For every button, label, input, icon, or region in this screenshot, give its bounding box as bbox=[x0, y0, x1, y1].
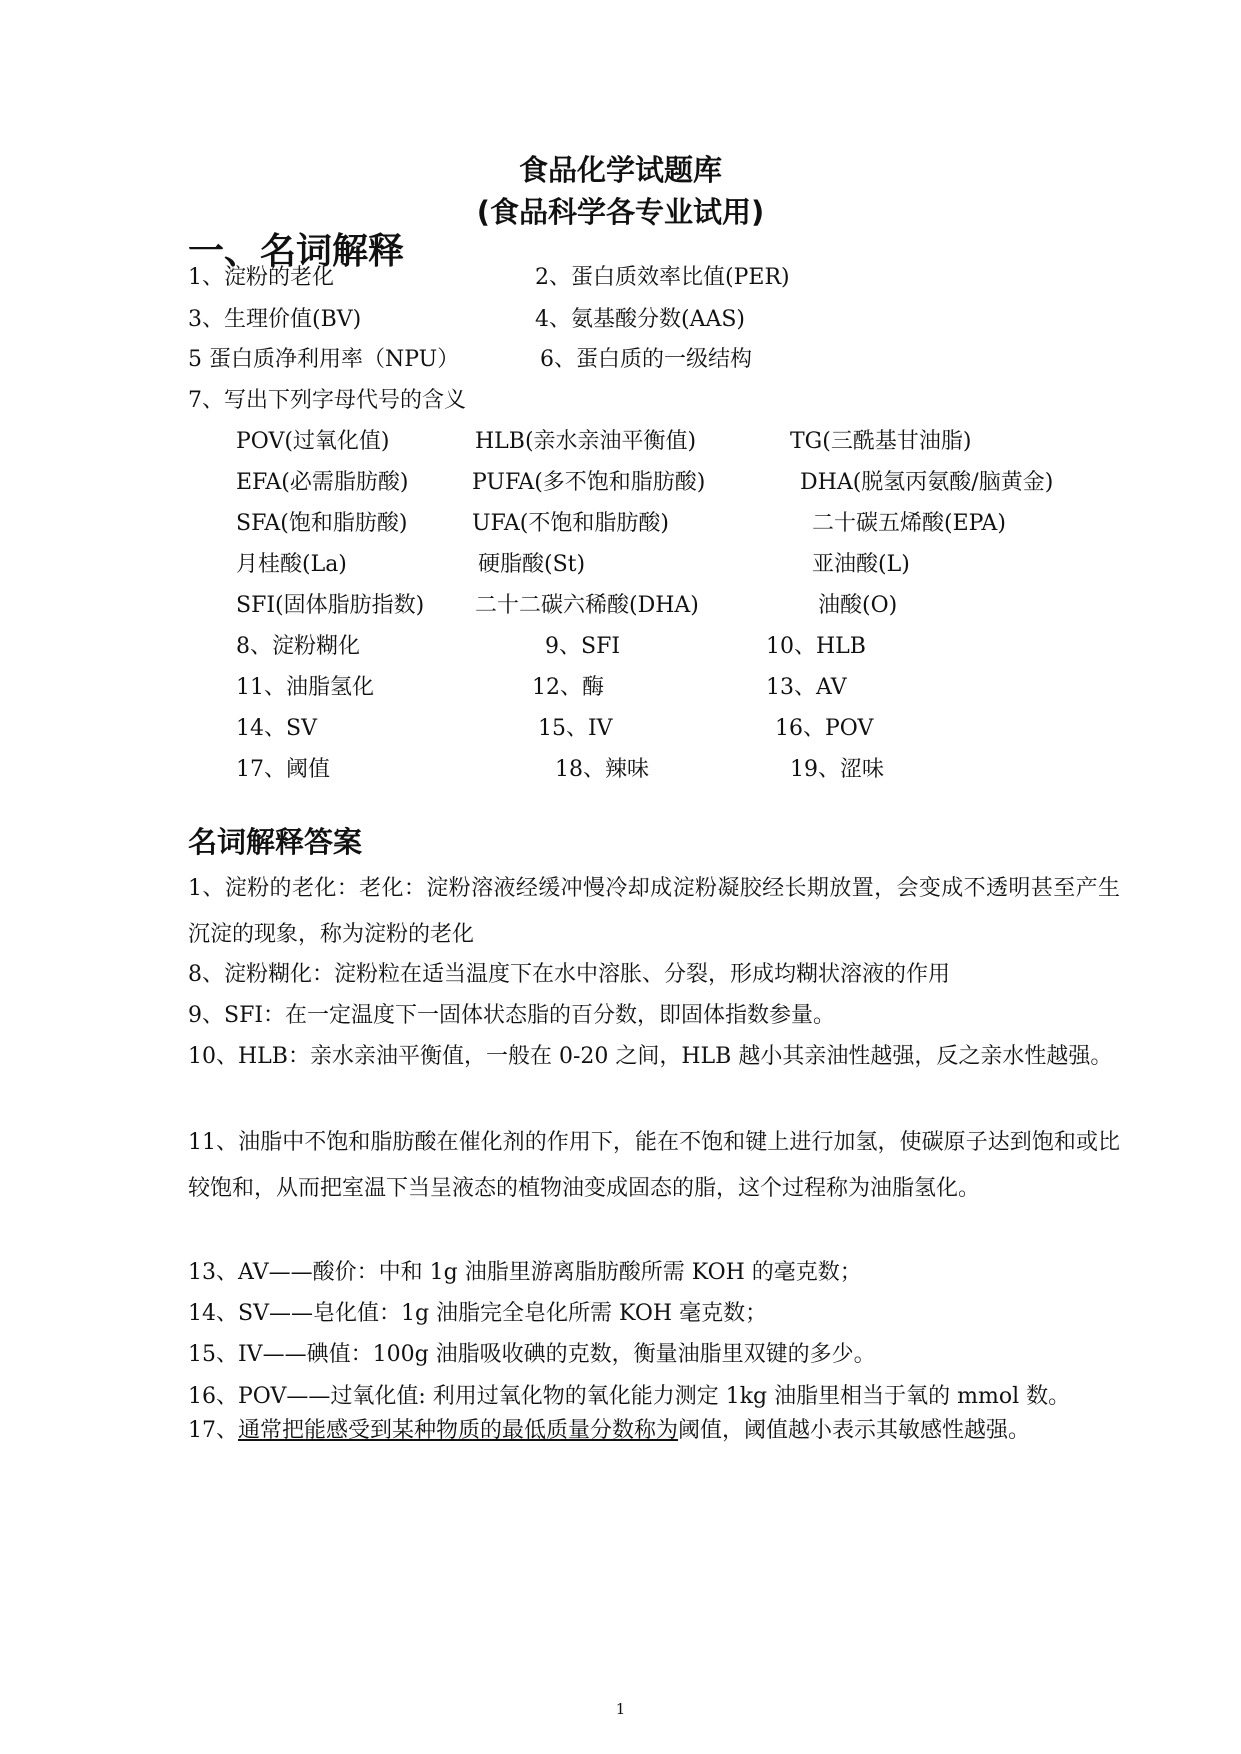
answer-paragraph: 14、SV——皂化值：1g 油脂完全皂化所需 KOH 毫克数； bbox=[188, 1301, 768, 1326]
abbreviation-item: TG(三酰基甘油脂) bbox=[790, 429, 972, 454]
term-item: 11、油脂氢化 bbox=[236, 675, 374, 700]
abbreviation-item: DHA(脱氢丙氨酸/脑黄金) bbox=[800, 470, 1054, 495]
abbreviation-item: 油酸(O) bbox=[818, 593, 898, 618]
term-row bbox=[0, 709, 1241, 749]
term-item: 14、SV bbox=[236, 716, 317, 741]
term-row bbox=[0, 627, 1241, 667]
abbreviation-item: SFA(饱和脂肪酸) bbox=[236, 511, 408, 536]
answer-paragraph: 13、AV——酸价：中和 1g 油脂里游离脂肪酸所需 KOH 的毫克数； bbox=[188, 1260, 862, 1285]
page-number: 1 bbox=[615, 1700, 626, 1718]
document-title: 食品化学试题库 bbox=[518, 153, 722, 187]
abbreviation-item: SFI(固体脂肪指数) bbox=[236, 593, 425, 618]
answer-paragraph: 16、POV——过氧化值: 利用过氧化物的氧化能力测定 1kg 油脂里相当于氧的 mmol 数。 bbox=[188, 1384, 1071, 1409]
abbreviation-row bbox=[0, 545, 1241, 585]
answer-prefix: 17、 bbox=[188, 1418, 238, 1443]
abbreviation-row bbox=[0, 463, 1241, 503]
term-row bbox=[0, 750, 1241, 790]
term-item: 3、生理价值(BV) bbox=[188, 307, 362, 332]
term-item: 2、蛋白质效率比值(PER) bbox=[535, 265, 790, 290]
underlined-text: 通常把能感受到某种物质的最低质量分数称为 bbox=[238, 1418, 679, 1443]
term-item: 19、涩味 bbox=[790, 757, 884, 782]
term-item: 13、AV bbox=[766, 675, 847, 700]
term-item: 9、SFI bbox=[545, 634, 621, 659]
abbreviation-item: EFA(必需脂肪酸) bbox=[236, 470, 409, 495]
term-item: 7、写出下列字母代号的含义 bbox=[188, 388, 466, 413]
section-heading-answers: 名词解释答案 bbox=[188, 825, 363, 859]
term-item: 6、蛋白质的一级结构 bbox=[540, 347, 752, 372]
term-row bbox=[0, 381, 1241, 421]
section-heading-terms: 一、名词解释 bbox=[188, 231, 405, 272]
term-item: 4、氨基酸分数(AAS) bbox=[535, 307, 746, 332]
term-item: 15、IV bbox=[538, 716, 613, 741]
term-item: 8、淀粉糊化 bbox=[236, 634, 360, 659]
term-item: 12、酶 bbox=[532, 675, 604, 700]
abbreviation-row bbox=[0, 422, 1241, 462]
abbreviation-item: 硬脂酸(St) bbox=[478, 552, 586, 577]
answer-paragraph: 8、淀粉糊化：淀粉粒在适当温度下在水中溶胀、分裂，形成均糊状溶液的作用 bbox=[188, 962, 950, 987]
term-row bbox=[0, 668, 1241, 708]
answer-paragraph: 9、SFI：在一定温度下一固体状态脂的百分数，即固体指数参量。 bbox=[188, 1003, 836, 1028]
abbreviation-item: 亚油酸(L) bbox=[812, 552, 910, 577]
abbreviation-row bbox=[0, 504, 1241, 544]
term-item: 16、POV bbox=[775, 716, 874, 741]
term-item: 17、阈值 bbox=[236, 757, 330, 782]
term-row bbox=[0, 340, 1241, 380]
answer-paragraph: 1、淀粉的老化：老化：淀粉溶液经缓冲慢冷却成淀粉凝胶经长期放置，会变成不透明甚至产生沉淀的现象，称为淀粉的老化 bbox=[188, 876, 1120, 947]
term-item: 18、辣味 bbox=[555, 757, 649, 782]
document-subtitle: (食品科学各专业试用) bbox=[476, 195, 765, 229]
answer-paragraph: 10、HLB：亲水亲油平衡值，一般在 0-20 之间，HLB 越小其亲油性越强，反之亲水性越强。 bbox=[188, 1044, 1113, 1069]
term-item: 5 蛋白质净利用率（NPU） bbox=[188, 347, 460, 372]
answer-suffix: 阈值，阈值越小表示其敏感性越强。 bbox=[678, 1418, 1031, 1443]
abbreviation-item: 月桂酸(La) bbox=[236, 552, 347, 577]
abbreviation-item: PUFA(多不饱和脂肪酸) bbox=[472, 470, 706, 495]
abbreviation-item: UFA(不饱和脂肪酸) bbox=[472, 511, 669, 536]
abbreviation-item: 二十碳五烯酸(EPA) bbox=[812, 511, 1006, 536]
term-item: 1、淀粉的老化 bbox=[188, 265, 334, 290]
answer-paragraph: 11、油脂中不饱和脂肪酸在催化剂的作用下，能在不饱和键上进行加氢，使碳原子达到饱和或比较饱和，从而把室温下当呈液态的植物油变成固态的脂，这个过程称为油脂氢化。 bbox=[188, 1130, 1120, 1201]
answer-paragraph: 15、IV——碘值：100g 油脂吸收碘的克数，衡量油脂里双键的多少。 bbox=[188, 1342, 876, 1367]
abbreviation-row bbox=[0, 586, 1241, 626]
abbreviation-item: HLB(亲水亲油平衡值) bbox=[475, 429, 697, 454]
term-row bbox=[0, 300, 1241, 340]
abbreviation-item: POV(过氧化值) bbox=[236, 429, 390, 454]
term-row bbox=[0, 258, 1241, 298]
abbreviation-item: 二十二碳六稀酸(DHA) bbox=[475, 593, 699, 618]
term-item: 10、HLB bbox=[766, 634, 866, 659]
answer-paragraph bbox=[188, 1408, 1120, 1454]
